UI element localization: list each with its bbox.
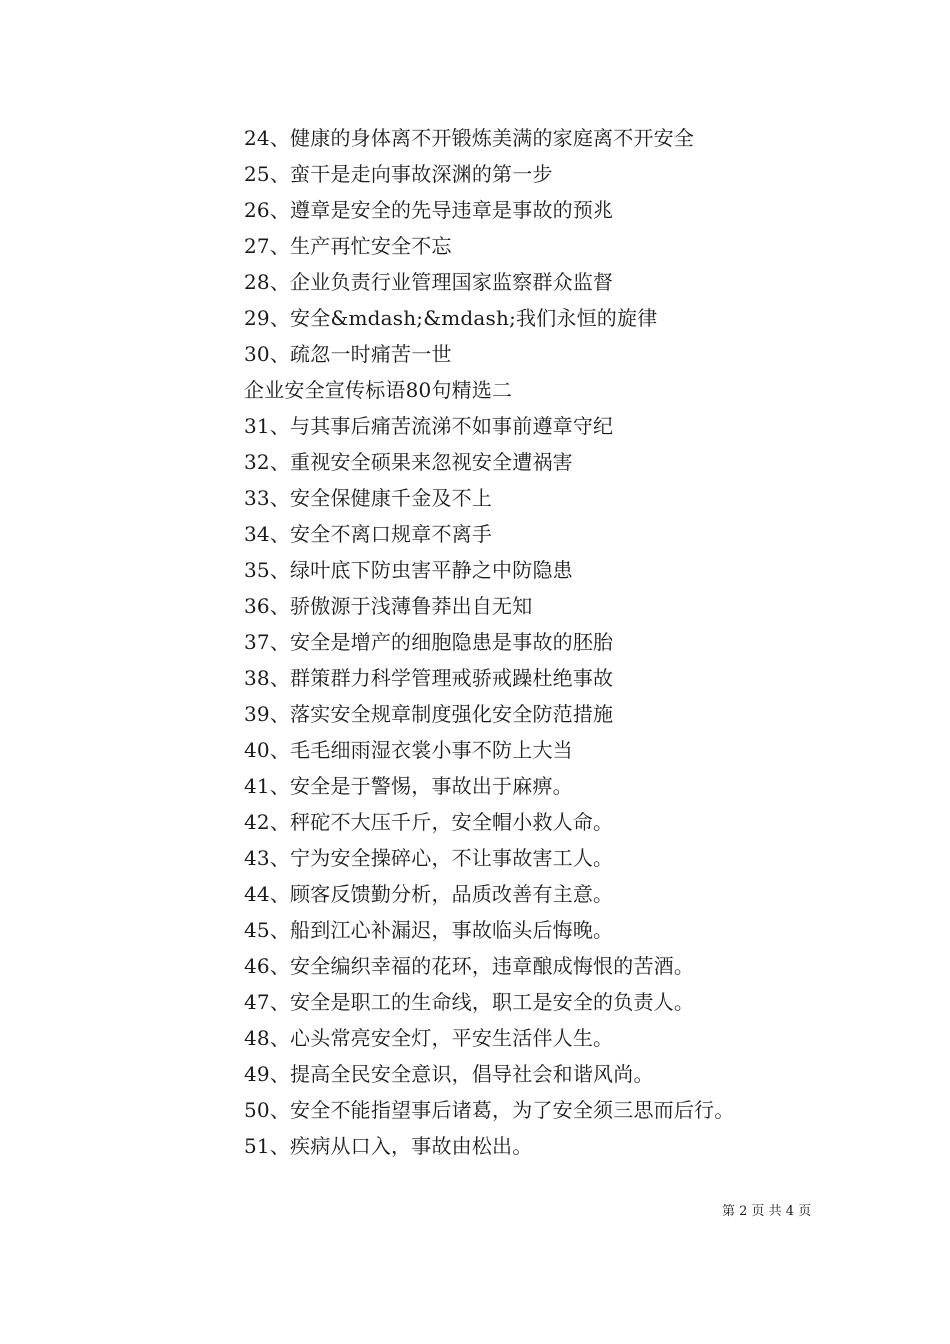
list-item: 27、生产再忙安全不忘	[244, 234, 452, 258]
list-item: 50、安全不能指望事后诸葛，为了安全须三思而后行。	[244, 1098, 735, 1122]
section-heading: 企业安全宣传标语80句精选二	[244, 378, 513, 402]
list-item: 30、疏忽一时痛苦一世	[244, 342, 452, 366]
list-item: 33、安全保健康千金及不上	[244, 486, 493, 510]
list-item: 39、落实安全规章制度强化安全防范措施	[244, 702, 614, 726]
list-item: 43、宁为安全操碎心，不让事故害工人。	[244, 846, 614, 870]
list-item: 35、绿叶底下防虫害平静之中防隐患	[244, 558, 573, 582]
list-item: 28、企业负责行业管理国家监察群众监督	[244, 270, 614, 294]
list-item: 24、健康的身体离不开锻炼美满的家庭离不开安全	[244, 126, 695, 150]
list-item: 40、毛毛细雨湿衣裳小事不防上大当	[244, 738, 573, 762]
list-item: 32、重视安全硕果来忽视安全遭祸害	[244, 450, 573, 474]
list-item: 38、群策群力科学管理戒骄戒躁杜绝事故	[244, 666, 614, 690]
list-item: 36、骄傲源于浅薄鲁莽出自无知	[244, 594, 533, 618]
list-item: 46、安全编织幸福的花环，违章酿成悔恨的苦酒。	[244, 954, 695, 978]
list-item: 47、安全是职工的生命线，职工是安全的负责人。	[244, 990, 695, 1014]
list-item: 49、提高全民安全意识，倡导社会和谐风尚。	[244, 1062, 654, 1086]
list-item: 34、安全不离口规章不离手	[244, 522, 493, 546]
slogan-list	[244, 120, 884, 1164]
list-item: 31、与其事后痛苦流涕不如事前遵章守纪	[244, 414, 614, 438]
list-item: 42、秤砣不大压千斤，安全帽小救人命。	[244, 810, 614, 834]
list-item: 41、安全是于警惕，事故出于麻痹。	[244, 774, 573, 798]
list-item: 44、顾客反馈勤分析，品质改善有主意。	[244, 882, 614, 906]
list-item: 48、心头常亮安全灯，平安生活伴人生。	[244, 1026, 614, 1050]
page-number-footer: 第 2 页 共 4 页	[722, 1204, 812, 1219]
list-item: 37、安全是增产的细胞隐患是事故的胚胎	[244, 630, 614, 654]
list-item: 29、安全&mdash;&mdash;我们永恒的旋律	[244, 306, 658, 330]
list-item: 45、船到江心补漏迟，事故临头后悔晚。	[244, 918, 614, 942]
list-item: 51、疾病从口入，事故由松出。	[244, 1134, 533, 1158]
list-item: 26、遵章是安全的先导违章是事故的预兆	[244, 198, 614, 222]
list-item: 25、蛮干是走向事故深渊的第一步	[244, 162, 553, 186]
